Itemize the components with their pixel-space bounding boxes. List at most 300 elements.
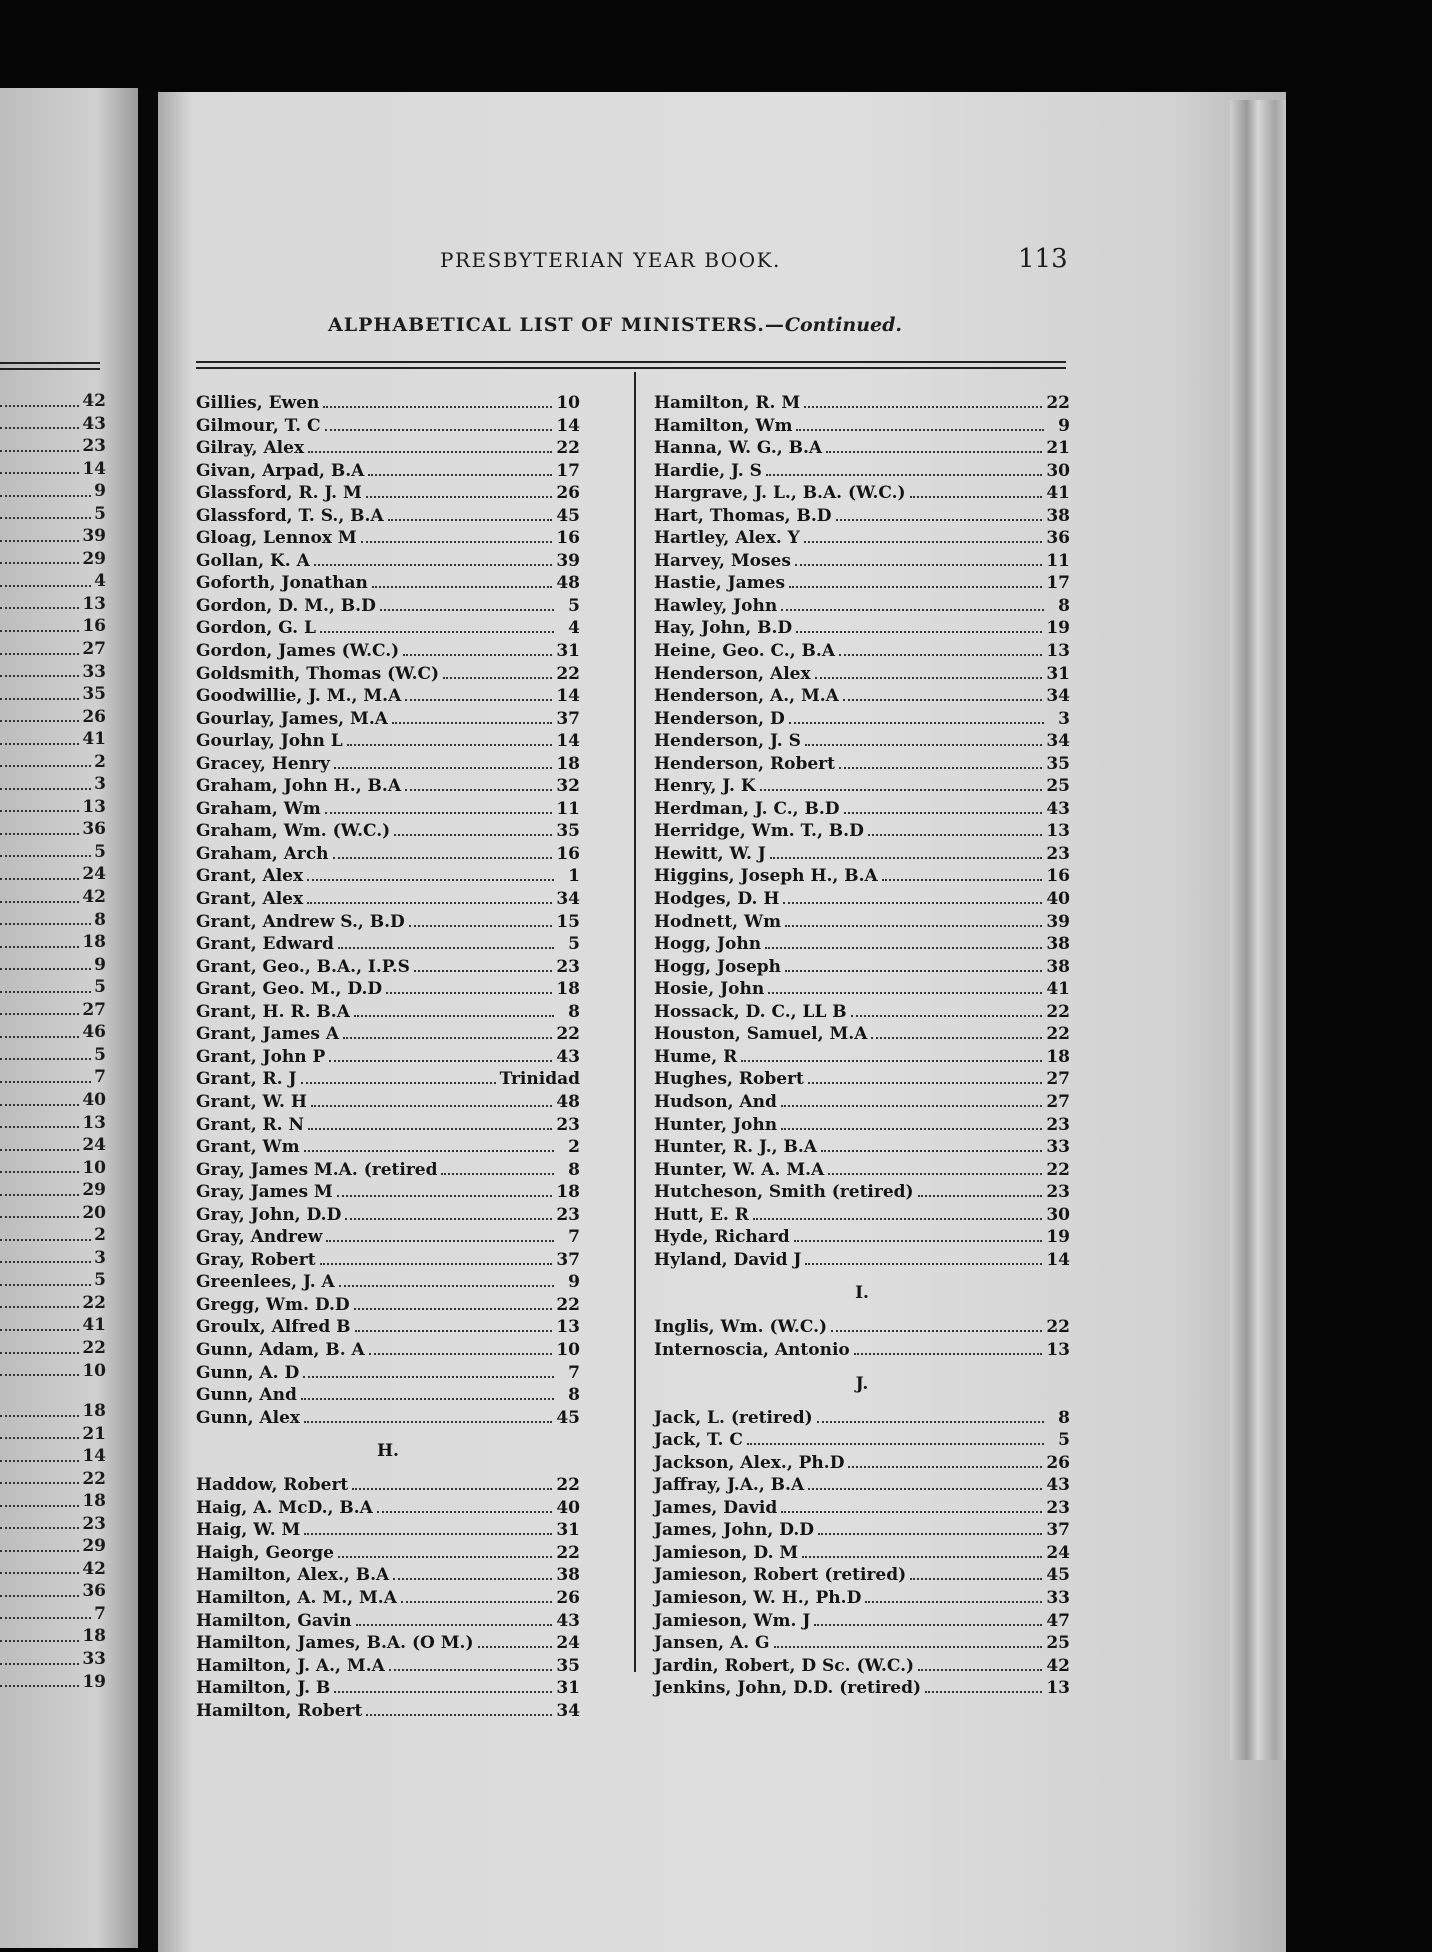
reference: 27 [1046,1091,1070,1112]
dot-leader [768,992,1042,994]
list-entry [654,1023,1070,1046]
left-page-entry [0,683,106,706]
reference: 40 [556,1497,580,1518]
reference: 18 [82,1626,106,1647]
list-entry [654,1001,1070,1024]
dot-leader [403,654,552,656]
list-entry [654,911,1070,934]
minister-name: Hodges, D. H [654,889,780,910]
dot-leader [323,406,552,408]
minister-name: Glassford, T. S., B.A [196,505,384,526]
minister-name: Goldsmith, Thomas (W.C) [196,663,440,684]
list-entry [654,460,1070,483]
dot-leader [386,992,552,994]
reference: 39 [556,550,580,571]
left-page-entry [0,1157,106,1180]
reference: 30 [1046,1204,1070,1225]
left-page-entry [0,1360,106,1383]
dot-leader [303,1376,554,1378]
reference: 35 [1046,753,1070,774]
list-entry [196,460,580,483]
dot-leader [0,1671,79,1688]
minister-name: Jansen, A. G [654,1633,770,1654]
reference: 14 [556,686,580,707]
reference: 24 [556,1633,580,1654]
section-heading: J. [855,1373,869,1394]
list-entry [654,392,1070,415]
dot-leader [377,1511,553,1513]
reference: 26 [556,483,580,504]
dot-leader [765,947,1042,949]
dot-leader [781,609,1044,611]
left-page-entry [0,390,106,413]
dot-leader [0,570,91,587]
reference: Trinidad [499,1069,580,1090]
minister-name: Hamilton, J. B [196,1678,331,1699]
list-entry [196,392,580,415]
minister-name: Hamilton, A. M., M.A [196,1587,397,1608]
reference: 31 [556,1678,580,1699]
reference: 1 [568,866,580,887]
reference: 34 [1046,686,1070,707]
reference: 46 [82,1022,106,1043]
dot-leader [0,1558,79,1575]
reference: 36 [82,819,106,840]
minister-name: Gloag, Lennox M [196,528,357,549]
header-rule [196,367,1066,369]
minister-name: Henderson, Robert [654,753,835,774]
dot-leader [401,1601,552,1603]
left-page-rule [0,368,100,370]
left-page-entry [0,638,106,661]
left-page-entry [0,1044,106,1067]
reference: 41 [82,729,106,750]
list-entry [196,775,580,798]
reference: 19 [1046,1227,1070,1248]
minister-name: Givan, Arpad, B.A [196,460,365,481]
dot-leader [918,1195,1043,1197]
minister-name: Hartley, Alex. Y [654,528,800,549]
reference: 26 [556,1587,580,1608]
dot-leader [808,1488,1042,1490]
list-entry [654,482,1070,505]
left-page-entry [0,1513,106,1536]
dot-leader [0,413,79,430]
minister-name: Grant, W. H [196,1091,307,1112]
dot-leader [0,1157,79,1174]
reference: 25 [1046,776,1070,797]
reference: 22 [1046,1317,1070,1338]
list-entry [654,1339,1070,1362]
dot-leader [405,699,552,701]
dot-leader [0,548,79,565]
minister-name: Gordon, James (W.C.) [196,641,400,662]
dot-leader [0,1044,91,1061]
reference: 23 [82,1513,106,1534]
list-entry [196,1519,580,1542]
dot-leader [910,496,1043,498]
list-entry [196,640,580,663]
column-left [196,392,580,1722]
list-entry [196,978,580,1001]
dot-leader [770,857,1042,859]
list-entry [196,527,580,550]
reference: 23 [556,1114,580,1135]
reference: 43 [556,1046,580,1067]
reference: 26 [1046,1452,1070,1473]
reference: 20 [82,1202,106,1223]
list-entry [654,527,1070,550]
minister-name: Hewitt, W. J [654,843,766,864]
dot-leader [0,683,79,700]
dot-leader [366,496,553,498]
dot-leader [0,615,79,632]
dot-leader [815,677,1043,679]
dot-leader [334,1691,552,1693]
dot-leader [314,564,553,566]
list-entry [654,1497,1070,1520]
left-page [0,88,138,1948]
reference: 14 [556,731,580,752]
dot-leader [0,818,79,835]
minister-name: Haig, A. McD., B.A [196,1497,373,1518]
reference: 9 [94,954,106,975]
reference: 18 [556,753,580,774]
minister-name: Hamilton, J. A., M.A [196,1655,385,1676]
reference: 23 [1046,1182,1070,1203]
reference: 19 [82,1671,106,1692]
left-page-entry [0,1337,106,1360]
left-page-entry [0,954,106,977]
list-entry [654,933,1070,956]
dot-leader [789,586,1042,588]
minister-name: Graham, Wm. (W.C.) [196,821,391,842]
list-entry [196,1655,580,1678]
left-page-entry [0,1580,106,1603]
reference: 24 [82,1135,106,1156]
minister-name: Grant, Edward [196,934,334,955]
minister-name: James, David [654,1497,778,1518]
minister-name: Jack, L. (retired) [654,1407,813,1428]
list-entry [654,1519,1070,1542]
reference: 16 [82,616,106,637]
minister-name: Hughes, Robert [654,1069,804,1090]
left-page-entry [0,1089,106,1112]
reference: 2 [94,1225,106,1246]
reference: 8 [568,1159,580,1180]
dot-leader [304,1421,552,1423]
dot-leader [0,1400,79,1417]
reference: 8 [94,909,106,930]
dot-leader [441,1173,554,1175]
minister-name: Harvey, Moses [654,550,791,571]
reference: 14 [556,415,580,436]
reference: 24 [1046,1542,1070,1563]
reference: 19 [1046,618,1070,639]
dot-leader [0,458,79,475]
minister-name: Jamieson, Wm. J [654,1610,811,1631]
minister-name: Jenkins, John, D.D. (retired) [654,1678,922,1699]
dot-leader [753,1218,1042,1220]
dot-leader [392,722,552,724]
reference: 41 [1046,483,1070,504]
dot-leader [839,654,1042,656]
reference: 43 [82,413,106,434]
dot-leader [795,564,1042,566]
minister-name: Grant, Geo. M., D.D [196,979,383,1000]
left-page-entry [0,1558,106,1581]
reference: 22 [82,1468,106,1489]
reference: 33 [82,1649,106,1670]
reference: 13 [1046,641,1070,662]
list-entry [196,1114,580,1137]
minister-name: Gordon, G. L [196,618,316,639]
left-page-entry [0,1247,106,1270]
minister-name: Grant, Geo., B.A., I.P.S [196,956,410,977]
dot-leader [804,541,1043,543]
dot-leader [836,519,1043,521]
list-entry [196,1204,580,1227]
list-entry [196,1542,580,1565]
list-entry [196,1564,580,1587]
dot-leader [0,863,79,880]
list-entry [654,1677,1070,1700]
dot-leader [796,631,1042,633]
minister-name: Hamilton, James, B.A. (O M.) [196,1633,474,1654]
dot-leader [308,1128,552,1130]
minister-name: Higgins, Joseph H., B.A [654,866,878,887]
list-entry [654,956,1070,979]
dot-leader [0,1603,91,1620]
list-entry [196,865,580,888]
list-entry [654,572,1070,595]
left-page-entry [0,886,106,909]
reference: 13 [1046,1339,1070,1360]
list-entry [654,1181,1070,1204]
reference: 38 [1046,956,1070,977]
left-page-entry [0,999,106,1022]
dot-leader [804,406,1042,408]
minister-name: Jamieson, D. M [654,1542,799,1563]
list-entry [654,617,1070,640]
list-entry [196,482,580,505]
reference: 43 [1046,1475,1070,1496]
minister-name: Graham, John H., B.A [196,776,402,797]
left-page-entry [0,1648,106,1671]
reference: 3 [94,774,106,795]
dot-leader [760,789,1043,791]
reference: 39 [82,526,106,547]
minister-name: Gray, James M [196,1182,333,1203]
dot-leader [796,429,1044,431]
minister-name: Hyde, Richard [654,1227,790,1248]
list-entry [196,1474,580,1497]
dot-leader [781,1511,1042,1513]
minister-name: Hamilton, Wm [654,415,793,436]
list-entry [654,685,1070,708]
list-entry [654,1226,1070,1249]
dot-leader [0,1580,79,1597]
reference: 16 [556,843,580,864]
reference: 23 [82,436,106,457]
reference: 8 [1058,1407,1070,1428]
left-page-entry [0,1292,106,1315]
reference: 4 [94,571,106,592]
reference: 34 [556,1700,580,1721]
dot-leader [345,1218,552,1220]
list-entry [196,1339,580,1362]
reference: 45 [556,505,580,526]
dot-leader [0,886,79,903]
list-entry [196,1023,580,1046]
dot-leader [308,451,552,453]
left-page-entry [0,773,106,796]
list-entry [654,1249,1070,1272]
reference: 9 [94,481,106,502]
reference: 13 [1046,1678,1070,1699]
dot-leader [0,1490,79,1507]
dot-leader [0,909,91,926]
reference: 29 [82,1536,106,1557]
list-entry [654,978,1070,1001]
minister-name: Hudson, And [654,1091,777,1112]
list-entry [654,1316,1070,1339]
list-entry [196,1677,580,1700]
left-page-entry [0,525,106,548]
reference: 22 [82,1337,106,1358]
reference: 18 [82,932,106,953]
reference: 18 [1046,1046,1070,1067]
minister-name: Gray, John, D.D [196,1204,342,1225]
minister-name: Herridge, Wm. T., B.D [654,821,864,842]
dot-leader [0,1625,79,1642]
dot-leader [0,1535,79,1552]
dot-leader [339,1285,554,1287]
dot-leader [918,1669,1042,1671]
dot-leader [843,699,1042,701]
dot-leader [393,1578,552,1580]
minister-name: Hogg, John [654,934,762,955]
minister-name: Hutcheson, Smith (retired) [654,1182,914,1203]
book-gutter [138,90,158,1950]
reference: 33 [82,661,106,682]
reference: 11 [556,798,580,819]
reference: 2 [568,1137,580,1158]
reference: 10 [82,1157,106,1178]
dot-leader [0,1089,79,1106]
reference: 27 [82,639,106,660]
minister-name: Hunter, W. A. M.A [654,1159,825,1180]
left-page-refs-bottom [0,1400,106,1693]
list-entry [654,550,1070,573]
reference: 18 [82,1491,106,1512]
minister-name: Gilmour, T. C [196,415,321,436]
dot-leader [372,586,552,588]
reference: 13 [82,593,106,614]
dot-leader [334,767,553,769]
dot-leader [802,1556,1042,1558]
dot-leader [333,857,553,859]
minister-name: Hay, John, B.D [654,618,793,639]
dot-leader [831,1330,1042,1332]
dot-leader [325,429,553,431]
list-entry [196,1362,580,1385]
list-entry [196,1249,580,1272]
reference: 13 [82,1112,106,1133]
minister-name: Henderson, D [654,708,785,729]
dot-leader [0,1314,79,1331]
dot-leader [369,1353,553,1355]
list-entry [654,1632,1070,1655]
dot-leader [805,744,1042,746]
reference: 22 [1046,1001,1070,1022]
reference: 22 [556,1294,580,1315]
dot-leader [304,1533,552,1535]
reference: 9 [1058,415,1070,436]
reference: 33 [1046,1137,1070,1158]
reference: 32 [556,776,580,797]
dot-leader [0,796,79,813]
dot-leader [0,1337,79,1354]
minister-name: Henderson, A., M.A [654,686,839,707]
dot-leader [848,1466,1042,1468]
list-entry [196,663,580,686]
reference: 22 [556,438,580,459]
left-page-entry [0,570,106,593]
list-entry [196,820,580,843]
list-entry [654,415,1070,438]
dot-leader [828,1173,1042,1175]
dot-leader [781,1105,1042,1107]
reference: 27 [1046,1069,1070,1090]
list-entry [654,595,1070,618]
list-entry [196,1407,580,1430]
reference: 22 [1046,1024,1070,1045]
minister-name: Gordon, D. M., B.D [196,595,376,616]
dot-leader [304,1150,554,1152]
minister-name: Jamieson, Robert (retired) [654,1565,907,1586]
minister-name: Gunn, A. D [196,1362,300,1383]
dot-leader [910,1578,1042,1580]
list-entry [196,1181,580,1204]
list-entry [654,1610,1070,1633]
left-page-entry [0,1423,106,1446]
minister-name: Hamilton, Robert [196,1700,363,1721]
list-entry [196,708,580,731]
minister-name: Hamilton, R. M [654,393,801,413]
dot-leader [781,1128,1042,1130]
list-entry [654,1046,1070,1069]
list-entry [654,1655,1070,1678]
left-page-entry [0,976,106,999]
list-entry [654,1204,1070,1227]
reference: 16 [1046,866,1070,887]
dot-leader [320,631,554,633]
left-page-entry [0,1490,106,1513]
dot-leader [0,1021,79,1038]
dot-leader [821,1150,1042,1152]
dot-leader [814,1624,1042,1626]
minister-name: Gray, James M.A. (retired [196,1159,438,1180]
minister-name: Graham, Arch [196,843,329,864]
minister-name: Gilray, Alex [196,438,305,459]
reference: 40 [1046,889,1070,910]
reference: 22 [82,1292,106,1313]
reference: 22 [556,1475,580,1496]
dot-leader [338,947,554,949]
list-entry [654,1091,1070,1114]
left-page-entry [0,593,106,616]
